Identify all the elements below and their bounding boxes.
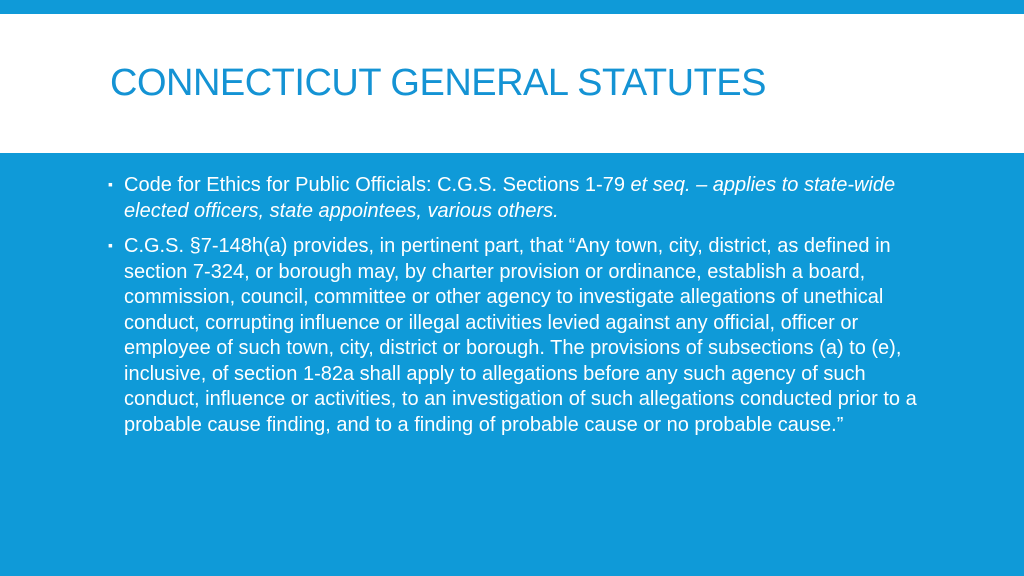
bullet-text-italic: et seq. – applies to state-wide elected officers, state appointees, various others. (124, 174, 896, 222)
content-area (0, 153, 1024, 576)
bullet-icon: ▪ (108, 237, 113, 253)
title-area (0, 14, 1024, 153)
bullet-item-ethics-code (108, 173, 918, 224)
top-accent-strip (0, 0, 1024, 14)
bullet-text: Code for Ethics for Public Officials: C.G.S. Sections 1-79 (124, 174, 631, 196)
bullet-list (108, 173, 918, 448)
bullet-icon: ▪ (108, 176, 113, 192)
slide-title: CONNECTICUT GENERAL STATUTES (110, 62, 766, 104)
bullet-text: C.G.S. §7-148h(a) provides, in pertinent part, that “Any town, city, district, as defined in section 7-324, or borough may, by charter provision or ordinance, establish a board, commission, council, committee or other agency to investigate allegations of unethical conduct, corrupting influence or illegal activities levied against any official, officer or employee of such town, city, district or borough. The provisions of subsections (a) to (e), inclusive, of section 1-82a shall apply to allegations before any such agency of such conduct, influence or activities, to an investigation of such allegations conducted prior to a probable cause finding, and to a finding of probable cause or no probable cause.” (124, 235, 917, 436)
bullet-item-cgs-7-148h (108, 234, 918, 438)
